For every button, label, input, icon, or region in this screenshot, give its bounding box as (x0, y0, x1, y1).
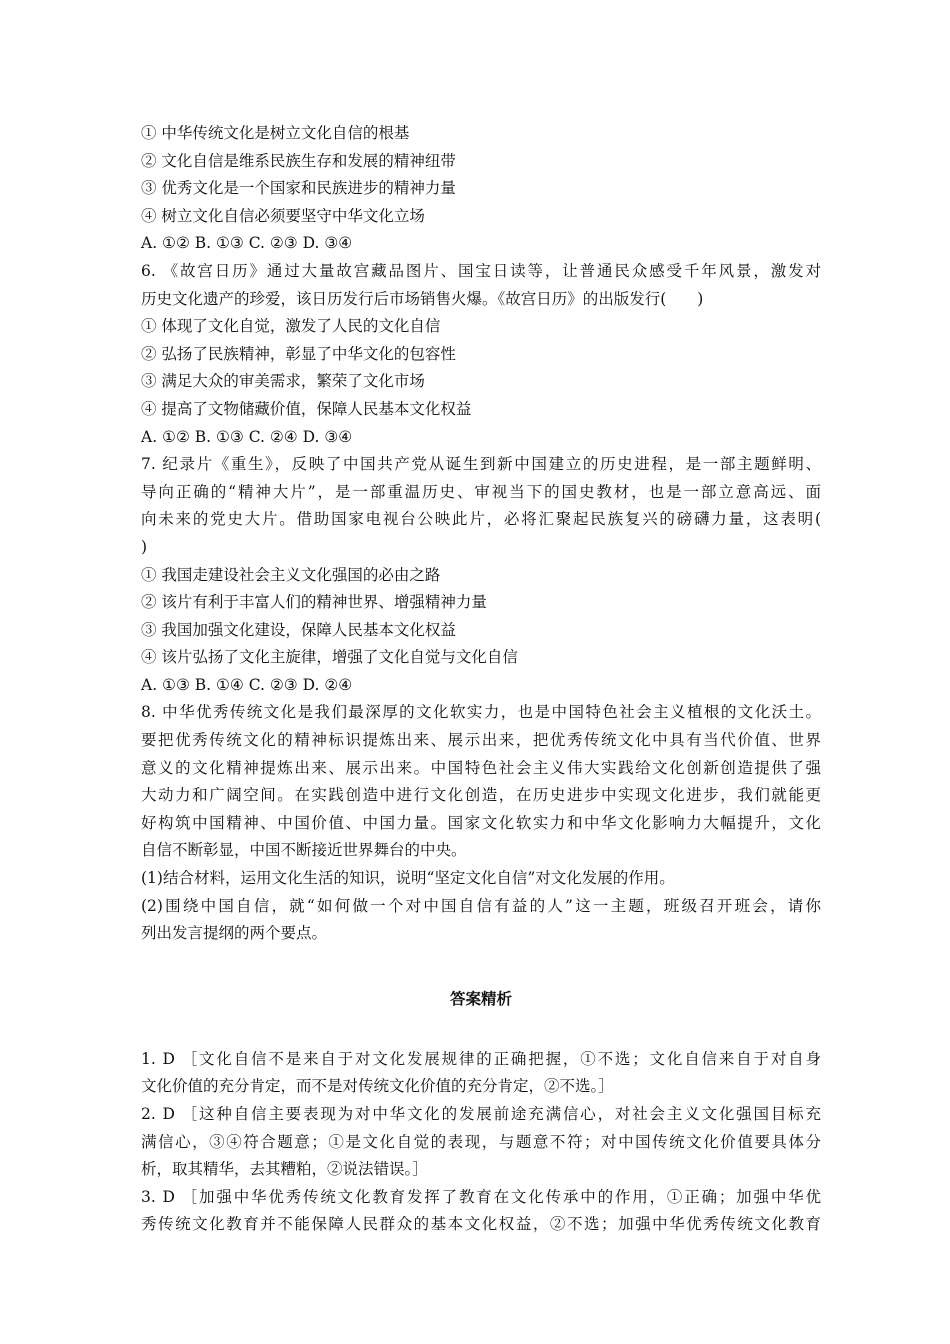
answer-2-line-3: 析，取其精华，去其糟粕，②说法错误。］ (141, 1160, 428, 1179)
document-page (141, 120, 821, 1239)
answer-3-line-2: 秀传统文化教育并不能保障人民群众的基本文化权益，②不选；加强中华优秀传统文化教育 (141, 1215, 821, 1234)
q8-material-line-1: 8. 中华优秀传统文化是我们最深厚的文化软实力，也是中国特色社会主义植根的文化沃土。 (141, 703, 821, 722)
answer-1-line-2: 文化价值的充分肯定，而不是对传统文化价值的充分肯定，②不选。］ (141, 1077, 614, 1096)
q5-option-3: ③ 优秀文化是一个国家和民族进步的精神力量 (141, 179, 456, 198)
q5-choices: A. ①② B. ①③ C. ②③ D. ③④ (141, 234, 353, 253)
q6-option-3: ③ 满足大众的审美需求，繁荣了文化市场 (141, 372, 425, 391)
q8-material-line-3: 意义的文化精神提炼出来、展示出来。中国特色社会主义伟大实践给文化创新创造提供了强 (141, 758, 821, 777)
q7-stem-line-1: 7. 纪录片《重生》，反映了中国共产党从诞生到新中国建立的历史进程，是一部主题鲜明、 (141, 455, 821, 474)
q8-subquestion-2-line-2: 列出发言提纲的两个要点。 (141, 924, 328, 943)
q7-option-3: ③ 我国加强文化建设，保障人民基本文化权益 (141, 620, 456, 639)
q7-stem-line-3: 向未来的党史大片。借助国家电视台公映此片，必将汇聚起民族复兴的磅礴力量，这表明( (141, 510, 821, 529)
answer-3-line-1: 3. D ［加强中华优秀传统文化教育发挥了教育在文化传承中的作用，①正确；加强中华优 (141, 1187, 821, 1206)
q8-material-line-4: 大动力和广阔空间。在实践创造中进行文化创造，在历史进步中实现文化进步，我们就能更 (141, 786, 821, 805)
answer-heading: 答案精析 (449, 988, 512, 1008)
q7-stem-line-2: 导向正确的“精神大片”，是一部重温历史、审视当下的国史教材，也是一部立意高远、面 (141, 482, 821, 501)
q5-option-4: ④ 树立文化自信必须要坚守中华文化立场 (141, 206, 425, 225)
q7-option-2: ② 该片有利于丰富人们的精神世界、增强精神力量 (141, 593, 487, 612)
q6-option-2: ② 弘扬了民族精神，彰显了中华文化的包容性 (141, 344, 456, 363)
q7-option-1: ① 我国走建设社会主义文化强国的必由之路 (141, 565, 441, 584)
q8-subquestion-2-line-1: (2)围绕中国自信，就“如何做一个对中国自信有益的人”这一主题，班级召开班会，请你 (141, 896, 821, 915)
answer-1-line-1: 1. D ［文化自信不是来自于对文化发展规律的正确把握，①不选；文化自信来自于对自身 (141, 1049, 821, 1068)
answer-2-line-2: 满信心，③④符合题意；①是文化自觉的表现，与题意不符；对中国传统文化价值要具体分 (141, 1132, 821, 1151)
q7-choices: A. ①③ B. ①④ C. ②③ D. ②④ (141, 675, 353, 694)
q7-stem-line-4: ) (141, 537, 148, 556)
q8-subquestion-1: (1)结合材料，运用文化生活的知识，说明“坚定文化自信”对文化发展的作用。 (141, 869, 675, 888)
q6-stem-line-2: 历史文化遗产的珍爱，该日历发行后市场销售火爆。《故宫日历》的出版发行( ) (141, 289, 704, 308)
q6-stem-line-1: 6. 《故宫日历》通过大量故宫藏品图片、国宝日读等，让普通民众感受千年风景，激发对 (141, 261, 821, 280)
q5-option-1: ① 中华传统文化是树立文化自信的根基 (141, 124, 410, 142)
q6-option-1: ① 体现了文化自觉，激发了人民的文化自信 (141, 317, 441, 336)
q8-material-line-2: 要把优秀传统文化的精神标识提炼出来、展示出来，把优秀传统文化中具有当代价值、世界 (141, 731, 821, 750)
q8-material-line-5: 好构筑中国精神、中国价值、中国力量。国家文化软实力和中华文化影响力大幅提升，文化 (141, 813, 821, 832)
answer-2-line-1: 2. D ［这种自信主要表现为对中华文化的发展前途充满信心，对社会主义文化强国目标充 (141, 1105, 821, 1123)
q6-option-4: ④ 提高了文物储藏价值，保障人民基本文化权益 (141, 399, 472, 418)
q7-option-4: ④ 该片弘扬了文化主旋律，增强了文化自觉与文化自信 (141, 648, 518, 667)
q6-choices: A. ①② B. ①③ C. ②④ D. ③④ (141, 427, 353, 446)
q8-material-line-6: 自信不断彰显，中国不断接近世界舞台的中央。 (141, 841, 467, 860)
q5-option-2: ② 文化自信是维系民族生存和发展的精神纽带 (141, 151, 456, 170)
